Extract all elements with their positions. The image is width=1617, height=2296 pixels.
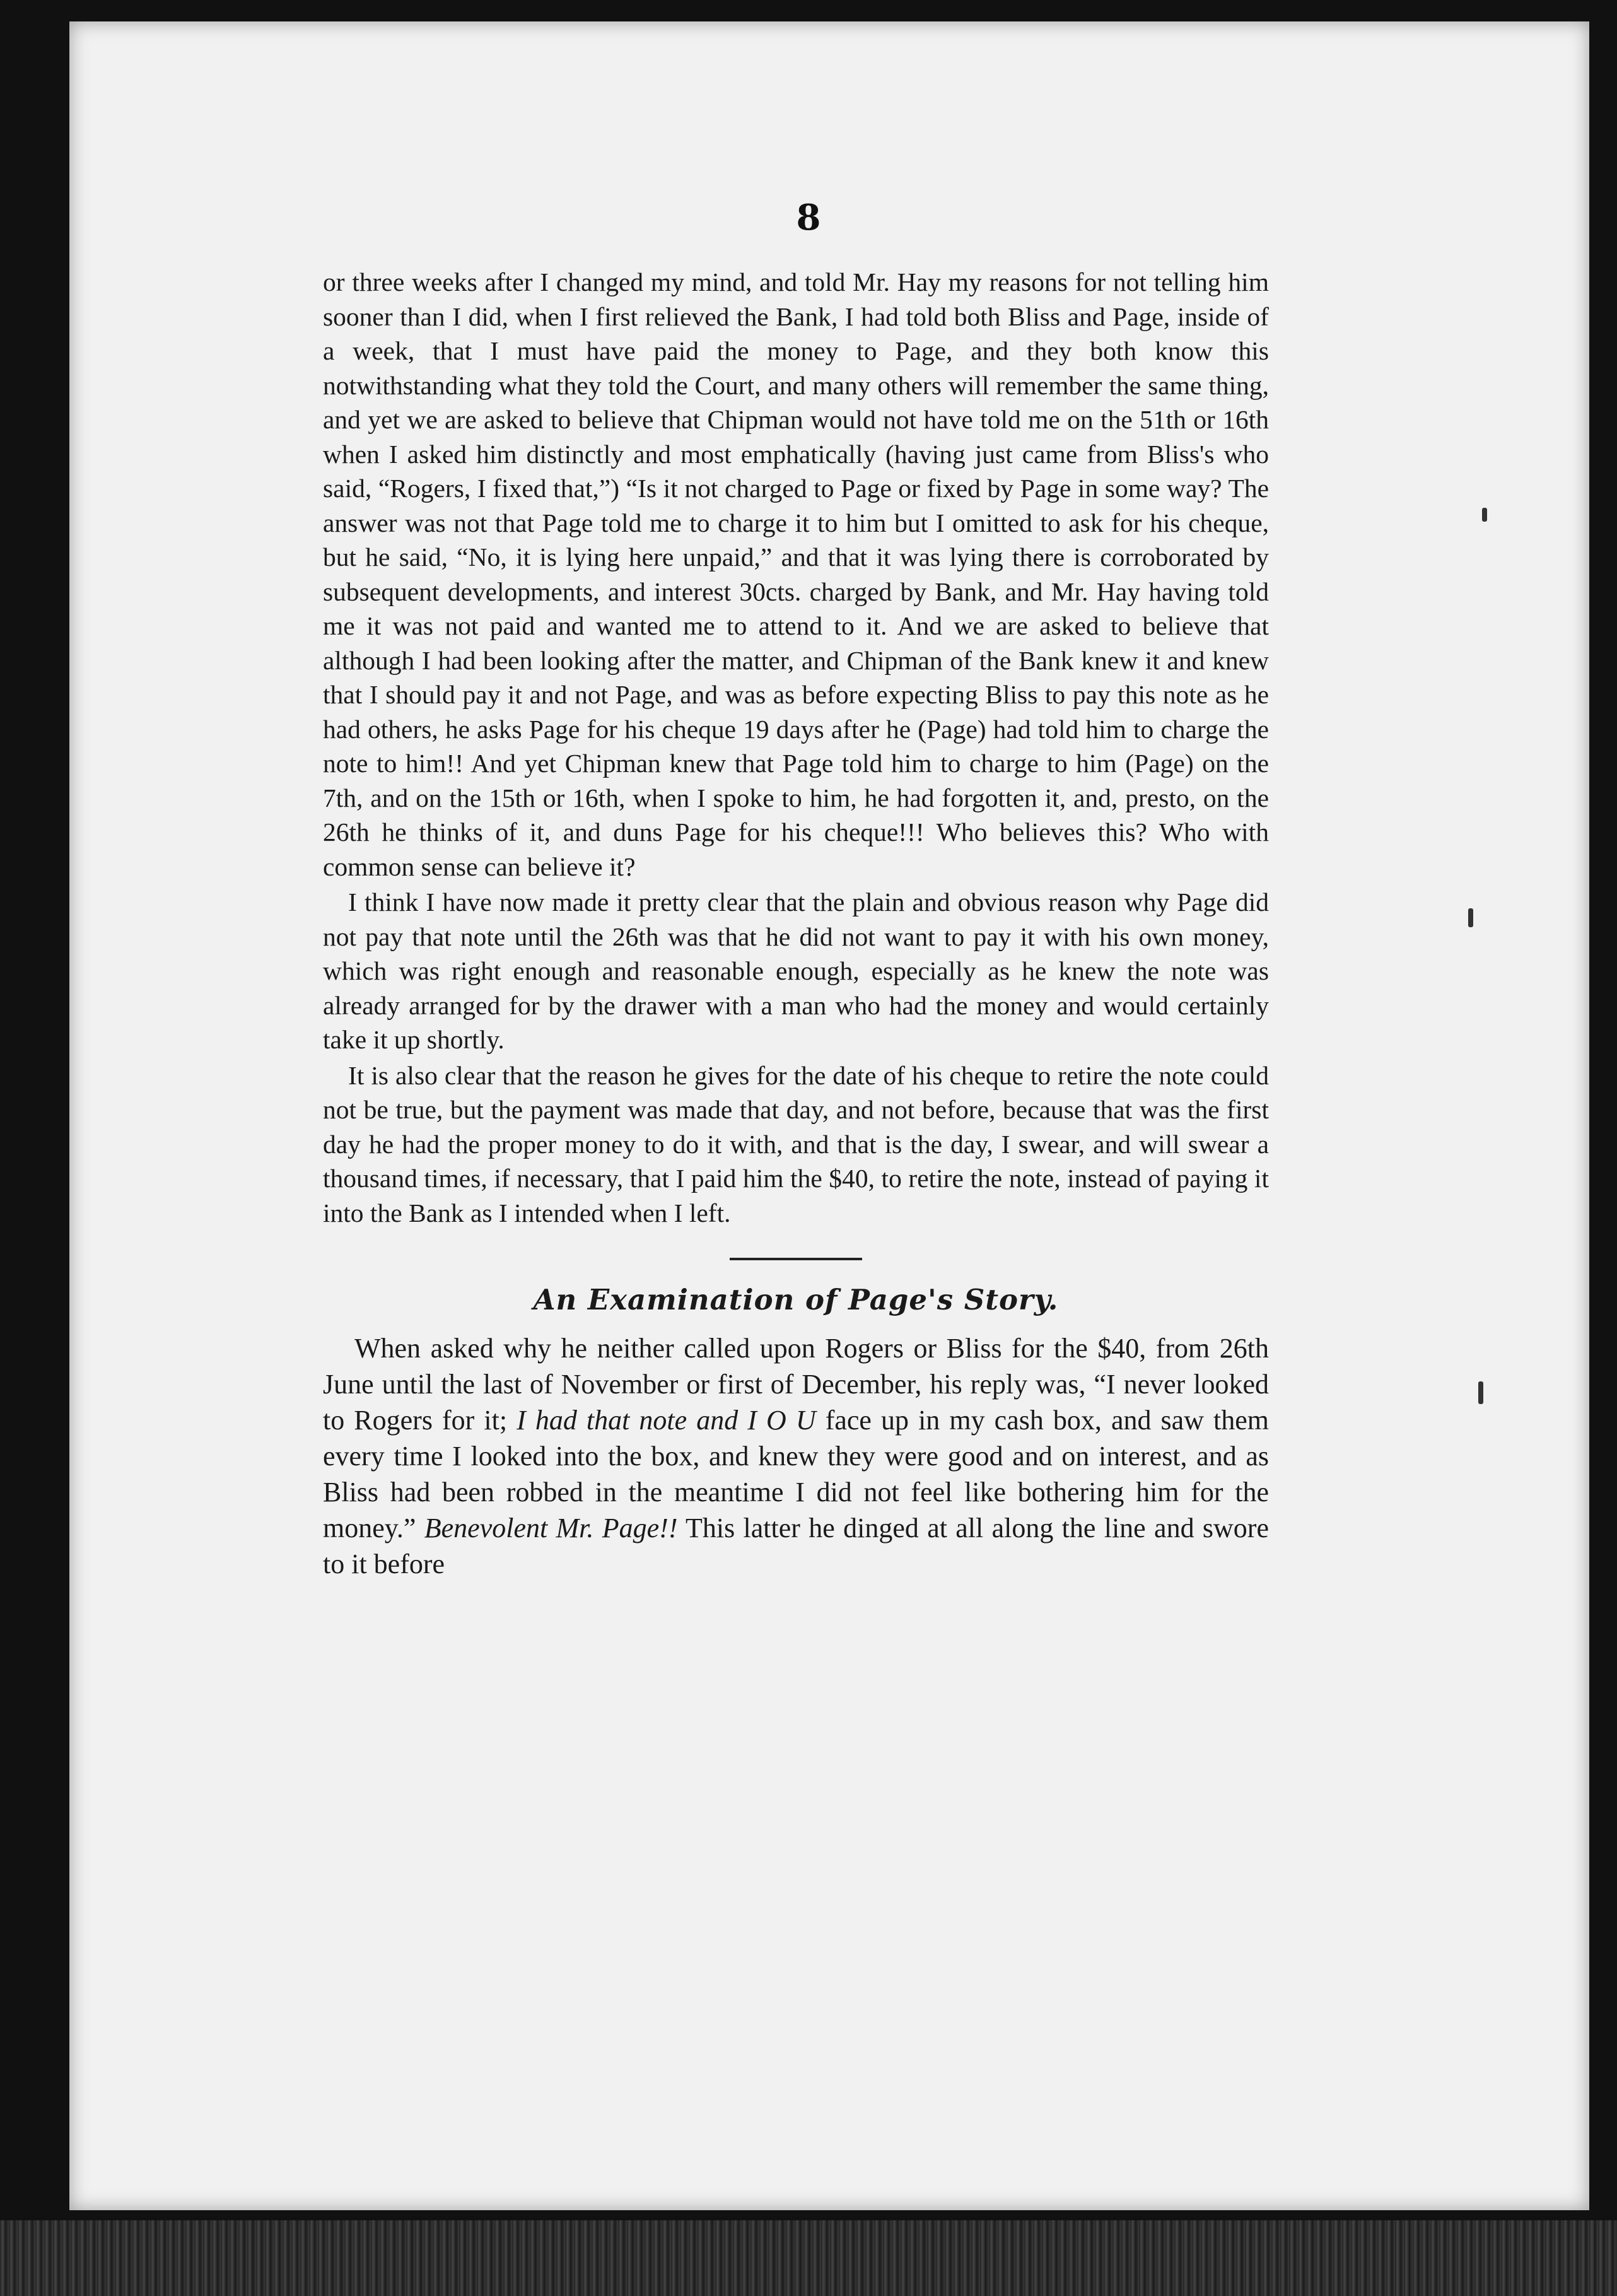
paragraph: I think I have now made it pretty clear that the plain and obvious reason why Page did not pay that note until the 26th was that he did not want to pay it with his own money, which was right enough and reasonable enough, especially as he knew the note was already arranged for by the drawer with a man who had the money and would certainly take it up shortly. [323, 887, 1269, 1054]
margin-mark [1478, 1381, 1483, 1404]
section-quote-italic: I had that note and I O U [517, 1405, 816, 1436]
section-remark-italic: Benevolent Mr. Page!! [424, 1513, 678, 1543]
section-intro: When asked why he neither called upon Rogers or Bliss for the $40, from 26th June until the last of November or first of December, his reply was, “I never looked to Rogers for it; [323, 1333, 1269, 1436]
section-quote-rest: face up in my cash box, and saw them every time I looked into the box, and knew they were good and on interest, and as Bliss had been robbed in the meantime I did not feel like bothering him for the money.” [323, 1405, 1270, 1543]
body-text [323, 265, 1269, 1582]
margin-mark [1482, 508, 1487, 522]
section-closing: This latter he dinged at all along the line and swore to it before [323, 1513, 1269, 1579]
section-heading: An Examination of Page's Story. [533, 1283, 1059, 1316]
section-paragraph [323, 1330, 1269, 1582]
scan-edge-strip [0, 2220, 1617, 2296]
margin-mark [1468, 908, 1473, 927]
paragraph: It is also clear that the reason he gives for the date of his cheque to retire the note could not be true, but the payment was made that day, and not before, because that was the first day he had the proper money to do it with, and that is the day, I swear, and will swear a thousand times, if necessary, that I paid him the $40, to retire the note, instead of paying it into the Bank as I intended when I left. [323, 1060, 1269, 1227]
paragraph-continuation: or three weeks after I changed my mind, and told Mr. Hay my reasons for not telling him sooner than I did, when I first relieved the Bank, I had told both Bliss and Page, inside of a week, that I must have paid the money to Page, and they both know this notwithstanding what they told the Court, and many others will remember the same thing, and yet we are asked to believe that Chipman would not have told me on the 51th or 16th when I asked him distinctly and most emphatically (having just came from Bliss's who said, “Rogers, I fixed that,”) “Is it not charged to Page or fixed by Page in some way? The answer was not that Page told me to charge it to him but I omitted to ask for his cheque, but he said, “No, it is lying here unpaid,” and that it was lying there is corroborated by subsequent developments, and interest 30cts. charged by Bank, and Mr. Hay having told me it was not paid and wanted me to attend to it. And we are asked to believe that although I had been looking after the matter, and Chipman of the Bank knew it and knew that I should pay it and not Page, and was as before expecting Bliss to pay this note as he had others, he asks Page for his cheque 19 days after he (Page) had told him to charge the note to him!! And yet Chipman knew that Page told him to charge to him (Page) on the 7th, and on the 15th or 16th, when I spoke to him, he had forgotten it, and, presto, on the 26th he thinks of it, and duns Page for his cheque!!! Who believes this? Who with common sense can believe it? [323, 267, 1269, 881]
page-number: 8 [796, 197, 821, 238]
section-divider [730, 1258, 862, 1260]
